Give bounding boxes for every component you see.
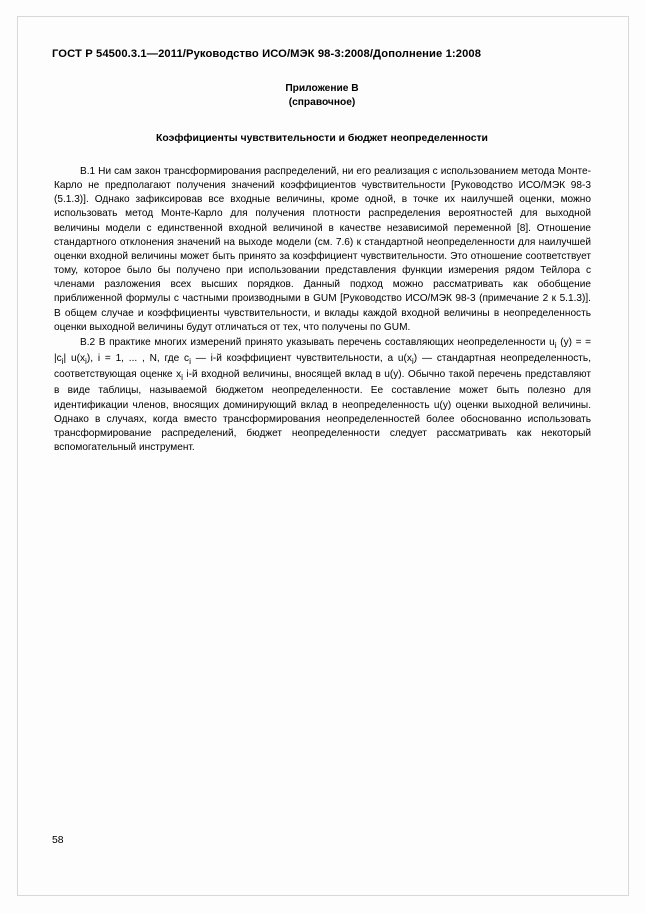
paragraph-b1: В.1 Ни сам закон трансформирования распределений, ни его реализация с использованием метода Монте-Карло не предполагают получения значений коэффициентов чувствительности [Руководство ИСО/МЭК 98-3 (5.1.3)]. Однако зафиксировав все входные величины, кроме одной, в точке их наилучшей оценки, можно использовать метод Монте-Карло для получения плотности распределения вероятностей для выходной величины модели с единственной входной величиной в качестве независимой переменной [8]. Отношение стандартного отклонения значений на выходе модели (см. 7.6) к стандартной неопределенности для наилучшей оценки входной величины может быть принято за коэффициент чувствительности. Это отношение соответствует тому, которое было бы получено при использовании представления функции измерения рядом Тейлора с членами разложения всех высших порядков. Данный подход можно рассматривать как обобщение приближенной формулы с частными производными в GUM [Руководство ИСО/МЭК 98-3 (примечание 2 к 5.1.3)]. В общем случае и коэффициенты чувствительности, и вклады каждой входной величины в неопределенность оценки выходной величины будут отличаться от тех, что получены по GUM. xyxy=(54,166,591,333)
page-number: 58 xyxy=(52,835,64,846)
annex-title: Приложение В xyxy=(285,83,359,94)
annex-subtitle: (справочное) xyxy=(288,97,356,108)
section-title: Коэффициенты чувствительности и бюджет неопределенности xyxy=(156,133,488,144)
body-text xyxy=(54,165,591,456)
page-border xyxy=(17,16,629,896)
page-header: ГОСТ Р 54500.3.1—2011/Руководство ИСО/МЭК 98-3:2008/Дополнение 1:2008 xyxy=(52,48,482,60)
paragraph-b2: В.2 В практике многих измерений принято указывать перечень составляющих неопределенности $u_i$ (y) = = $|c_i|$ $u(x_i)$, i = 1, ... , N, где $c_i$ — i-й коэффициент чувствительности, а $u(x_i)$ — стандартная неопределенность, соответствующая оценке $x_i$ i-й входной величины, вносящей вклад в u(y). Обычно такой перечень представляют в виде таблицы, называемой бюджетом неопределенности. Ее составление может быть полезно для идентификации членов, вносящих доминирующий вклад в неопределенность u(y) оценки выходной величины. Однако в случаях, когда вместо трансформирования неопределенностей более обоснованно использовать трансформирование распределений, бюджет неопределенности следует рассматривать как некоторый вспомогательный инструмент. xyxy=(54,336,592,454)
